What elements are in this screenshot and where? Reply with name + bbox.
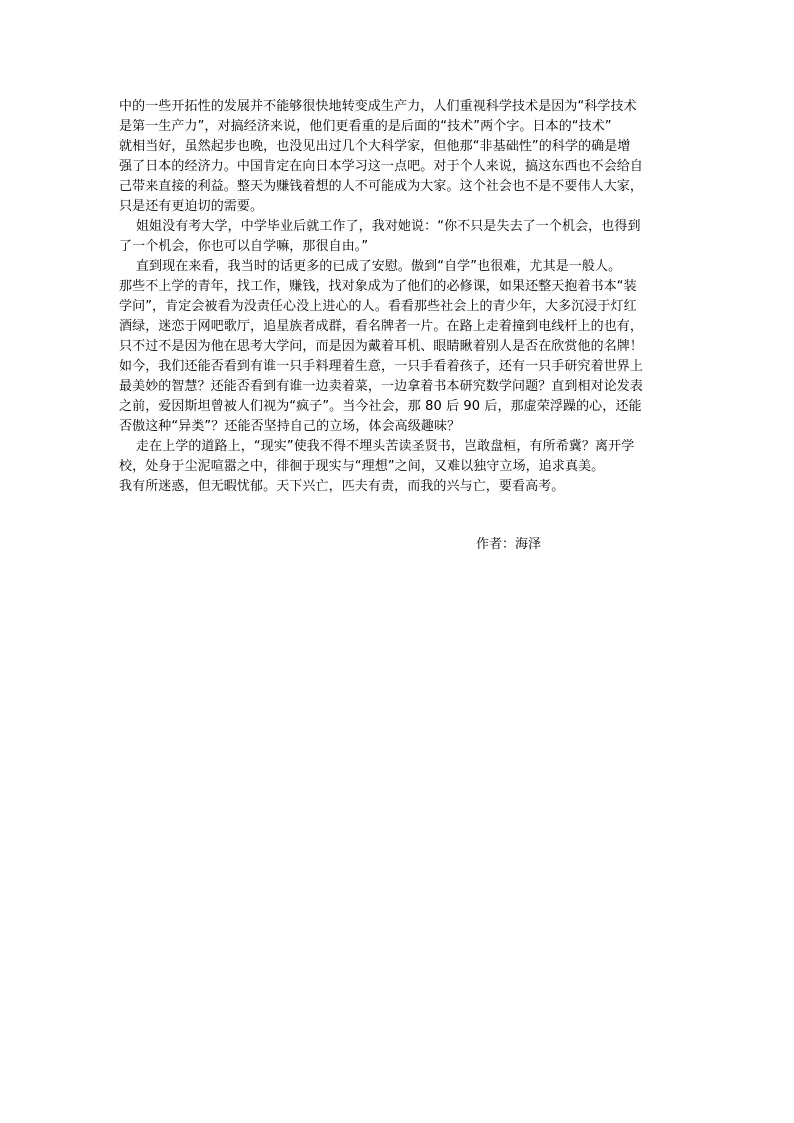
text-line: 己带来直接的利益。整天为赚钱着想的人不可能成为大家。这个社会也不是不要伟人大家， <box>119 179 644 194</box>
text-line: 学问”，肯定会被看为没责任心没上进心的人。看看那些社会上的青少年，大多沉浸于灯红 <box>119 299 637 314</box>
text-line: 只不过不是因为他在思考大学问，而是因为戴着耳机、眼睛瞅着别人是否在欣赏他的名牌！ <box>119 339 644 354</box>
text-line: 姐姐没有考大学，中学毕业后就工作了，我对她说：“你不只是失去了一个机会，也得到 <box>119 219 641 234</box>
text-line: 我有所迷惑，但无暇忧郁。天下兴亡，匹夫有责，而我的兴与亡，要看高考。 <box>119 479 565 494</box>
text-line: 是第一生产力”，对搞经济来说，他们更看重的是后面的“技术”两个字。日本的“技术” <box>119 119 612 134</box>
text-line: 如今，我们还能否看到有谁一只手料理着生意，一只手看着孩子，还有一只手研究着世界上 <box>119 359 644 374</box>
text-line: 最美妙的智慧？还能否看到有谁一边卖着菜，一边拿着书本研究数学问题？直到相对论发表 <box>119 379 644 394</box>
text-line: 否傲这种“异类”？还能否坚持自己的立场，体会高级趣味？ <box>119 419 461 434</box>
text-line: 强了日本的经济力。中国肯定在向日本学习这一点吧。对于个人来说，搞这东西也不会给自 <box>119 159 644 174</box>
text-line: 那些不上学的青年，找工作，赚钱，找对象成为了他们的必修课，如果还整天抱着书本“装 <box>119 279 637 294</box>
essay-body <box>119 97 679 497</box>
text-line: 走在上学的道路上，“现实”使我不得不埋头苦读圣贤书，岂敢盘桓，有所希冀？离开学 <box>119 439 635 454</box>
text-line: 了一个机会，你也可以自学嘛，那很自由。” <box>119 239 369 254</box>
text-line: 只是还有更迫切的需要。 <box>119 199 264 214</box>
text-line: 直到现在来看，我当时的话更多的已成了安慰。傲到“自学”也很难，尤其是一般人。 <box>119 259 622 274</box>
text-line: 中的一些开拓性的发展并不能够很快地转变成生产力，人们重视科学技术是因为“科学技术 <box>119 99 637 114</box>
author-byline: 作者：海泽 <box>476 537 542 552</box>
text-line: 之前，爱因斯坦曾被人们视为“疯子”。当今社会，那 80 后 90 后，那虚荣浮躁的心，还能 <box>119 399 642 414</box>
text-line: 校，处身于尘泥喧嚣之中，徘徊于现实与“理想”之间，又难以独守立场，追求真美。 <box>119 459 605 474</box>
text-line: 就相当好，虽然起步也晚，也没见出过几个大科学家，但他那“非基础性”的科学的确是增 <box>119 139 631 154</box>
text-line: 酒绿，迷恋于网吧歌厅，追星族者成群，看名牌者一片。在路上走着撞到电线杆上的也有， <box>119 319 644 334</box>
